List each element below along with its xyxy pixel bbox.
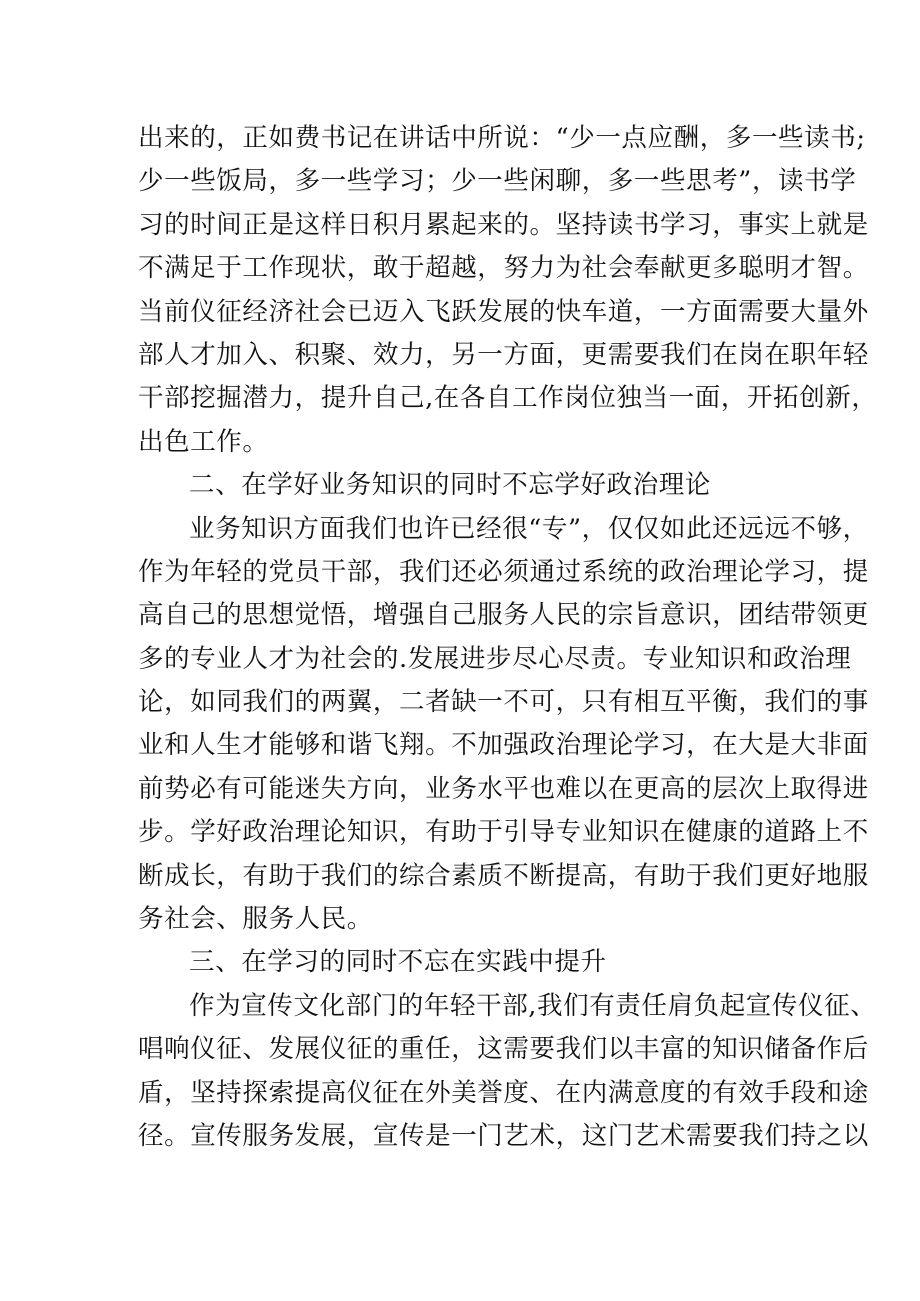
text-line: 论，如同我们的两翼，二者缺一不可，只有相互平衡，我们的事 [138,687,869,718]
text-line: 盾，坚持探索提高仪征在外美誉度、在内满意度的有效手段和途 [138,1077,869,1108]
text-line: 高自己的思想觉悟，增强自己服务人民的宗旨意识，团结带领更 [138,600,869,631]
text-line: 出色工作。 [138,426,269,457]
text-line: 多的专业人才为社会的.发展进步尽心尽责。专业知识和政治理 [138,643,852,674]
text-line: 作为年轻的党员干部，我们还必须通过系统的政治理论学习，提 [138,556,869,587]
text-line: 出来的，正如费书记在讲话中所说：“少一点应酬，多一些读书; [138,123,866,153]
text-line: 少一些饭局，多一些学习；少一些闲聊，多一些思考”，读书学 [138,166,857,197]
text-line: 径。宣传服务发展，宣传是一门艺术，这门艺术需要我们持之以 [138,1120,869,1151]
text-line: 业和人生才能够和谐飞翔。不加强政治理论学习，在大是大非面 [138,730,869,761]
text-line: 唱响仪征、发展仪征的重任，这需要我们以丰富的知识储备作后 [138,1034,869,1065]
paragraph-start: 业务知识方面我们也许已经很“专”，仅仅如此还远远不够， [189,513,869,544]
text-line: 前势必有可能迷失方向，业务水平也难以在更高的层次上取得进 [138,773,869,804]
section-heading-3: 三、在学习的同时不忘在实践中提升 [189,947,607,978]
text-line: 干部挖掘潜力，提升自己,在各自工作岗位独当一面，开拓创新， [138,383,878,414]
text-line: 断成长，有助于我们的综合素质不断提高，有助于我们更好地服 [138,860,869,891]
text-line: 务社会、服务人民。 [138,904,373,935]
document-body [138,117,878,1158]
section-heading-2: 二、在学好业务知识的同时不忘学好政治理论 [189,470,712,501]
text-line: 步。学好政治理论知识，有助于引导专业知识在健康的道路上不 [138,817,869,848]
paragraph-start: 作为宣传文化部门的年轻干部,我们有责任肩负起宣传仪征、 [189,990,877,1021]
text-line: 习的时间正是这样日积月累起来的。坚持读书学习，事实上就是 [138,209,869,240]
text-line: 部人才加入、积聚、效力，另一方面，更需要我们在岗在职年轻 [138,339,869,370]
text-line: 不满足于工作现状，敢于超越，努力为社会奉献更多聪明才智。 [138,253,869,284]
text-line: 当前仪征经济社会已迈入飞跃发展的快车道，一方面需要大量外 [138,296,869,327]
